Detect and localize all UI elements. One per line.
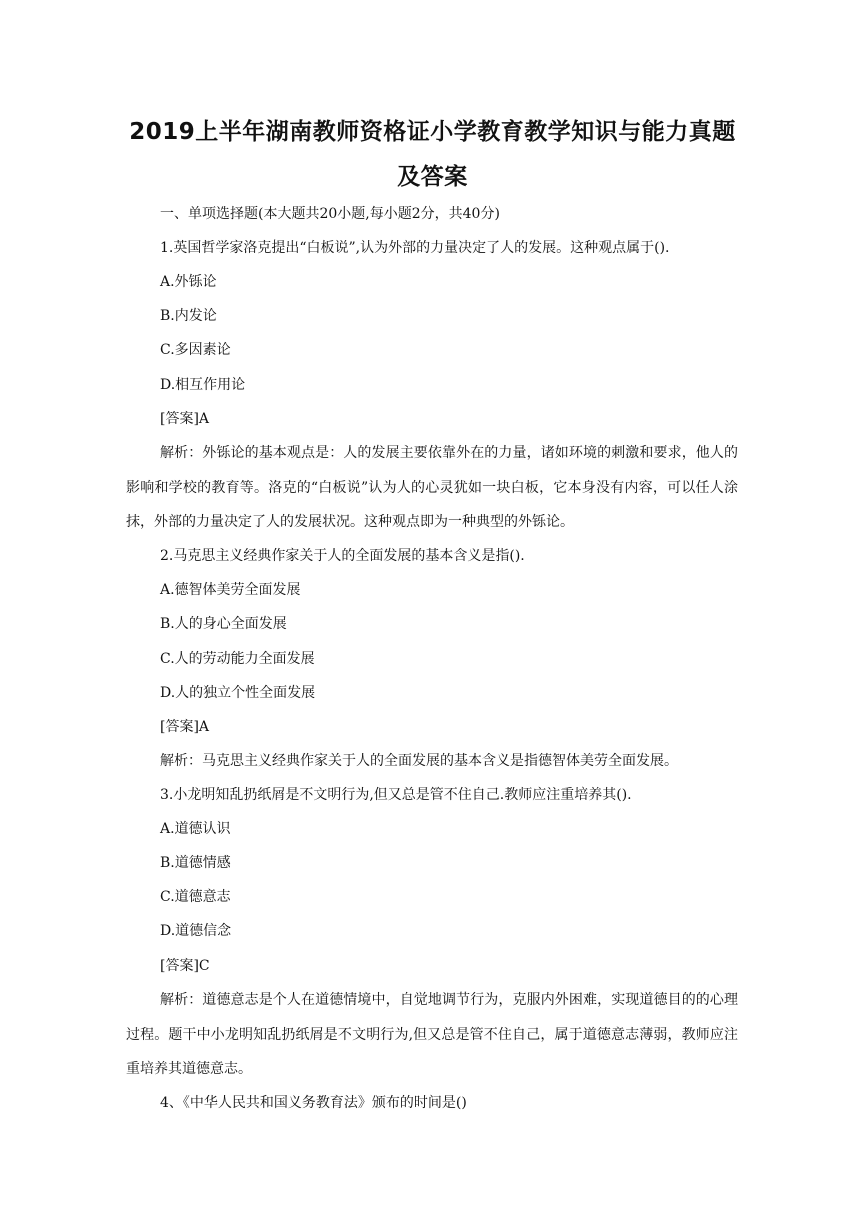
question-2-option-c: C.人的劳动能力全面发展 xyxy=(160,651,315,667)
question-2-option-b: B.人的身心全面发展 xyxy=(160,616,287,632)
question-3-option-c: C.道德意志 xyxy=(160,889,231,905)
question-1-option-d: D.相互作用论 xyxy=(160,377,246,393)
question-3-option-a: A.道德认识 xyxy=(160,821,231,837)
section-heading: 一、单项选择题(本大题共20小题,每小题2分，共40分) xyxy=(160,206,500,222)
document-title-line-1: 2019上半年湖南教师资格证小学教育教学知识与能力真题 xyxy=(129,119,736,145)
question-1-stem: 1.英国哲学家洛克提出“白板说”,认为外部的力量决定了人的发展。这种观点属于(). xyxy=(160,240,670,256)
question-2-option-d: D.人的独立个性全面发展 xyxy=(160,685,316,701)
question-3-answer: [答案]C xyxy=(160,958,210,974)
question-2-stem: 2.马克思主义经典作家关于人的全面发展的基本含义是指(). xyxy=(160,548,525,564)
question-1-option-c: C.多因素论 xyxy=(160,342,231,358)
question-1-option-a: A.外铄论 xyxy=(160,274,217,290)
question-1-answer: [答案]A xyxy=(160,411,210,427)
document-title-line-2: 及答案 xyxy=(397,164,468,190)
question-1-analysis: 解析：外铄论的基本观点是：人的发展主要依靠外在的力量，诸如环境的刺激和要求，他人的影响和学校的教育等。洛克的“白板说”认为人的心灵犹如一块白板，它本身没有内容，可以任人涂抹，外部的力量决定了人的发展状况。这种观点即为一种典型的外铄论。 xyxy=(126,445,738,530)
question-4-stem: 4、《中华人民共和国义务教育法》颁布的时间是() xyxy=(160,1095,467,1111)
question-2-option-a: A.德智体美劳全面发展 xyxy=(160,582,301,598)
question-3-stem: 3.小龙明知乱扔纸屑是不文明行为,但又总是管不住自己.教师应注重培养其(). xyxy=(160,787,632,803)
question-3-option-d: D.道德信念 xyxy=(160,923,232,939)
question-3-option-b: B.道德情感 xyxy=(160,855,231,871)
question-3-analysis: 解析：道德意志是个人在道德情境中，自觉地调节行为，克服内外困难，实现道德目的的心理过程。题干中小龙明知乱扔纸屑是不文明行为,但又总是管不住自己，属于道德意志薄弱，教师应注重培养其道德意志。 xyxy=(126,992,738,1077)
question-2-answer: [答案]A xyxy=(160,719,210,735)
question-1-option-b: B.内发论 xyxy=(160,308,217,324)
question-2-analysis: 解析：马克思主义经典作家关于人的全面发展的基本含义是指德智体美劳全面发展。 xyxy=(160,753,678,769)
